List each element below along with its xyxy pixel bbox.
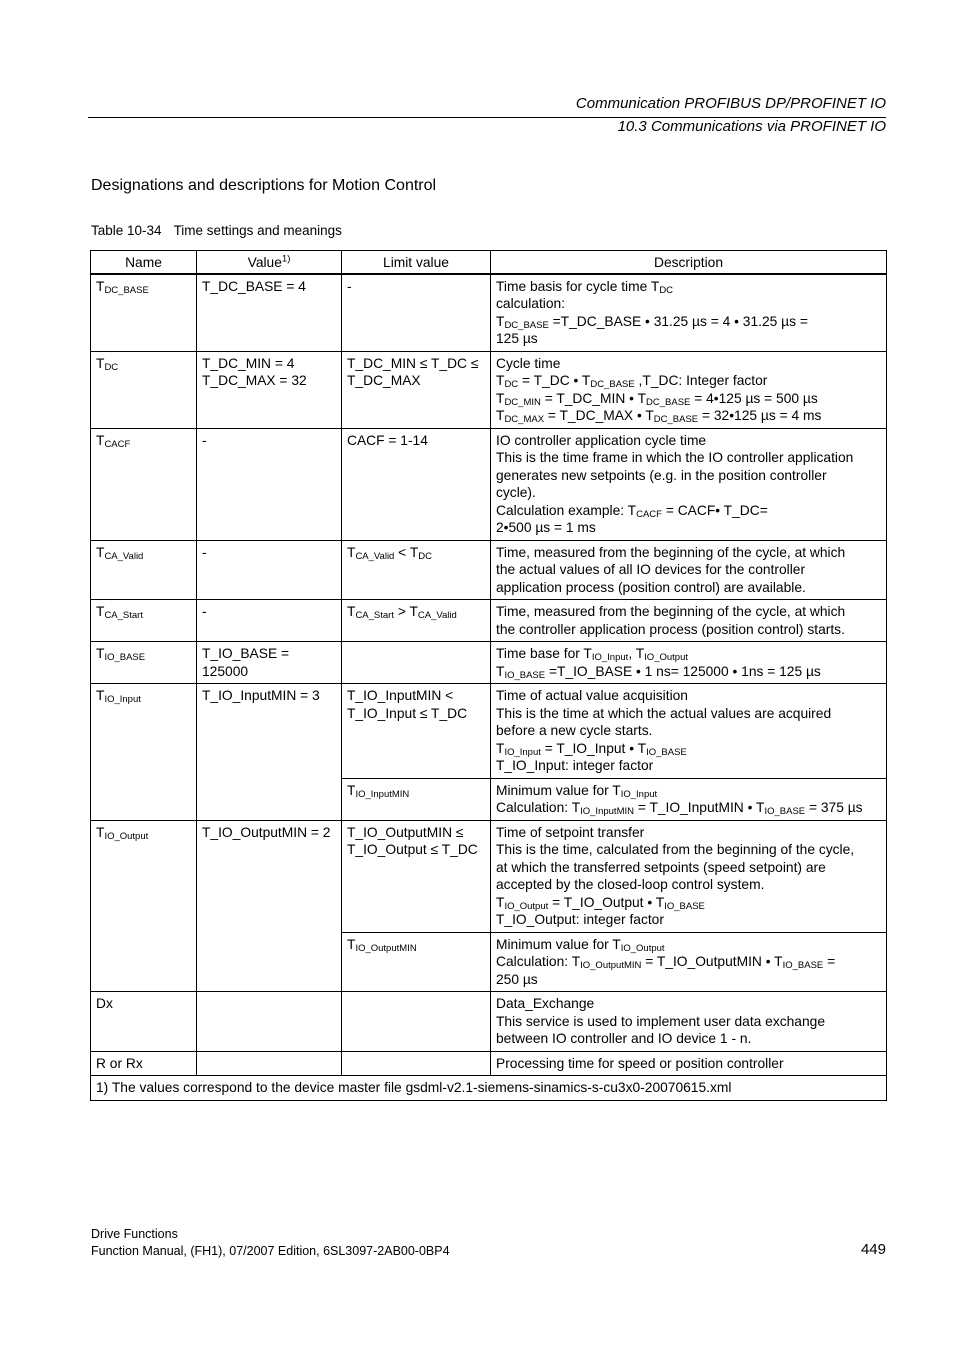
row-name: $T_{CACF}$ xyxy=(91,428,197,540)
page-number: 449 xyxy=(860,1241,886,1258)
row-name: $T_{IO\_BASE}$ xyxy=(91,642,197,684)
row-name: $T_{DC}$ xyxy=(91,351,197,428)
footer-edition: Function Manual, (FH1), 07/2007 Edition, 6SL3097-2AB00-0BP4 xyxy=(91,1244,450,1258)
column-header-value: Value$^{1)}$ xyxy=(197,251,342,274)
column-header-limit: Limit value xyxy=(342,251,491,274)
table-row xyxy=(91,540,887,600)
row-limit: $T_{IO\_InputMIN}$ xyxy=(342,778,491,820)
row-description: Cycle time $T_{DC}$ = T_DC • $T_{DC\_BASE}$ ,T_DC: Integer factor $T_{DC\_MIN}$ = T_DC_MIN • $T_{DC\_BASE}$ = 4•125 µs = 500 µs $T_{DC\_MAX}$ = T_DC_MAX • $T_{DC\_BASE}$ = 32•125 µs = 4 ms xyxy=(491,351,887,428)
row-value: T_IO_OutputMIN = 2 xyxy=(197,820,342,992)
row-limit xyxy=(342,642,491,684)
table-caption xyxy=(91,223,342,238)
row-description: Minimum value for $T_{IO\_Input}$ Calculation: $T_{IO\_InputMIN}$ = T_IO_InputMIN • $T_{IO\_BASE} = 375$ µs xyxy=(491,778,887,820)
table-caption-text: Time settings and meanings xyxy=(173,223,342,238)
running-header-chapter: Communication PROFIBUS DP/PROFINET IO xyxy=(575,95,886,112)
table-row xyxy=(91,820,887,932)
row-name: Dx xyxy=(91,992,197,1052)
table-footnote: 1) The values correspond to the device master file gsdml-v2.1-siemens-sinamics-s-cu3x0-20070615.xml xyxy=(91,1076,887,1101)
time-settings-table xyxy=(90,250,887,1101)
row-limit: $T_{CA\_Start} > T_{CA\_Valid}$ xyxy=(342,600,491,642)
row-value: - xyxy=(197,600,342,642)
table-row xyxy=(91,1051,887,1076)
row-limit: $T_{IO\_OutputMIN}$ xyxy=(342,932,491,992)
row-value xyxy=(197,992,342,1052)
table-row xyxy=(91,351,887,428)
row-value: T_DC_MIN = 4 T_DC_MAX = 32 xyxy=(197,351,342,428)
section-title: Designations and descriptions for Motion Control xyxy=(91,177,437,194)
row-description: Processing time for speed or position controller xyxy=(491,1051,887,1076)
column-header-description: Description xyxy=(491,251,887,274)
row-name: $T_{CA\_Start}$ xyxy=(91,600,197,642)
column-header-name: Name xyxy=(91,251,197,274)
row-limit: - xyxy=(342,274,491,352)
row-description: IO controller application cycle time This is the time frame in which the IO controller application generates new setpoints (e.g. in the position controller cycle). Calculation example: $T_{CACF}$ = CACF• T_DC= 2•500 µs = 1 ms xyxy=(491,428,887,540)
row-description: Time base for $T_{IO\_Input}$, $T_{IO\_Output}$ $T_{IO\_BASE}$ =T_IO_BASE • 1 ns= 125000 • 1ns = 125 µs xyxy=(491,642,887,684)
row-limit: T_IO_InputMIN < T_IO_Input ≤ T_DC xyxy=(342,684,491,779)
table-row xyxy=(91,600,887,642)
table-row xyxy=(91,274,887,352)
row-limit: T_DC_MIN ≤ T_DC ≤ T_DC_MAX xyxy=(342,351,491,428)
row-description: Time of setpoint transfer This is the time, calculated from the beginning of the cycle, at which the transferred setpoints (speed setpoint) are accepted by the closed-loop control system. $T_{IO\_Output}$ = T_IO_Output • $T_{IO\_BASE}$ T_IO_Output: integer factor xyxy=(491,820,887,932)
row-value: T_IO_BASE = 125000 xyxy=(197,642,342,684)
row-value: T_IO_InputMIN = 3 xyxy=(197,684,342,821)
table-row xyxy=(91,428,887,540)
table-footnote-row xyxy=(91,1076,887,1101)
row-value: - xyxy=(197,428,342,540)
row-name: R or Rx xyxy=(91,1051,197,1076)
row-description: Time, measured from the beginning of the cycle, at which the controller application process (position control) starts. xyxy=(491,600,887,642)
row-value: T_DC_BASE = 4 xyxy=(197,274,342,352)
row-name: $T_{DC\_BASE}$ xyxy=(91,274,197,352)
row-description: Time of actual value acquisition This is the time at which the actual values are acquired before a new cycle starts. $T_{IO\_Input}$ = T_IO_Input • $T_{IO\_BASE}$ T_IO_Input: integer factor xyxy=(491,684,887,779)
row-limit: CACF = 1-14 xyxy=(342,428,491,540)
row-value: - xyxy=(197,540,342,600)
row-name: $T_{IO\_Output}$ xyxy=(91,820,197,992)
table-caption-number: Table 10-34 xyxy=(91,223,162,238)
table-header-row xyxy=(91,251,887,274)
row-value xyxy=(197,1051,342,1076)
row-description: Time basis for cycle time $T_{DC}$ calculation: $T_{DC\_BASE}$ =T_DC_BASE • 31.25 µs = 4 • 31.25 µs = 125 µs xyxy=(491,274,887,352)
row-limit xyxy=(342,992,491,1052)
row-description: Data_Exchange This service is used to implement user data exchange between IO controller and IO device 1 - n. xyxy=(491,992,887,1052)
row-description: Minimum value for $T_{IO\_Output}$ Calculation: $T_{IO\_OutputMIN}$ = T_IO_OutputMIN • $T_{IO\_BASE}$ = 250 µs xyxy=(491,932,887,992)
row-limit xyxy=(342,1051,491,1076)
table-row xyxy=(91,992,887,1052)
footer-document-title: Drive Functions xyxy=(91,1227,178,1241)
row-limit: $T_{CA\_Valid} < T_{DC}$ xyxy=(342,540,491,600)
table-row xyxy=(91,684,887,779)
row-name: $T_{CA\_Valid}$ xyxy=(91,540,197,600)
table-row xyxy=(91,642,887,684)
row-limit: T_IO_OutputMIN ≤ T_IO_Output ≤ T_DC xyxy=(342,820,491,932)
running-header-section: 10.3 Communications via PROFINET IO xyxy=(617,118,886,135)
row-name: $T_{IO\_Input}$ xyxy=(91,684,197,821)
row-description: Time, measured from the beginning of the cycle, at which the actual values of all IO devices for the controller application process (position control) are available. xyxy=(491,540,887,600)
